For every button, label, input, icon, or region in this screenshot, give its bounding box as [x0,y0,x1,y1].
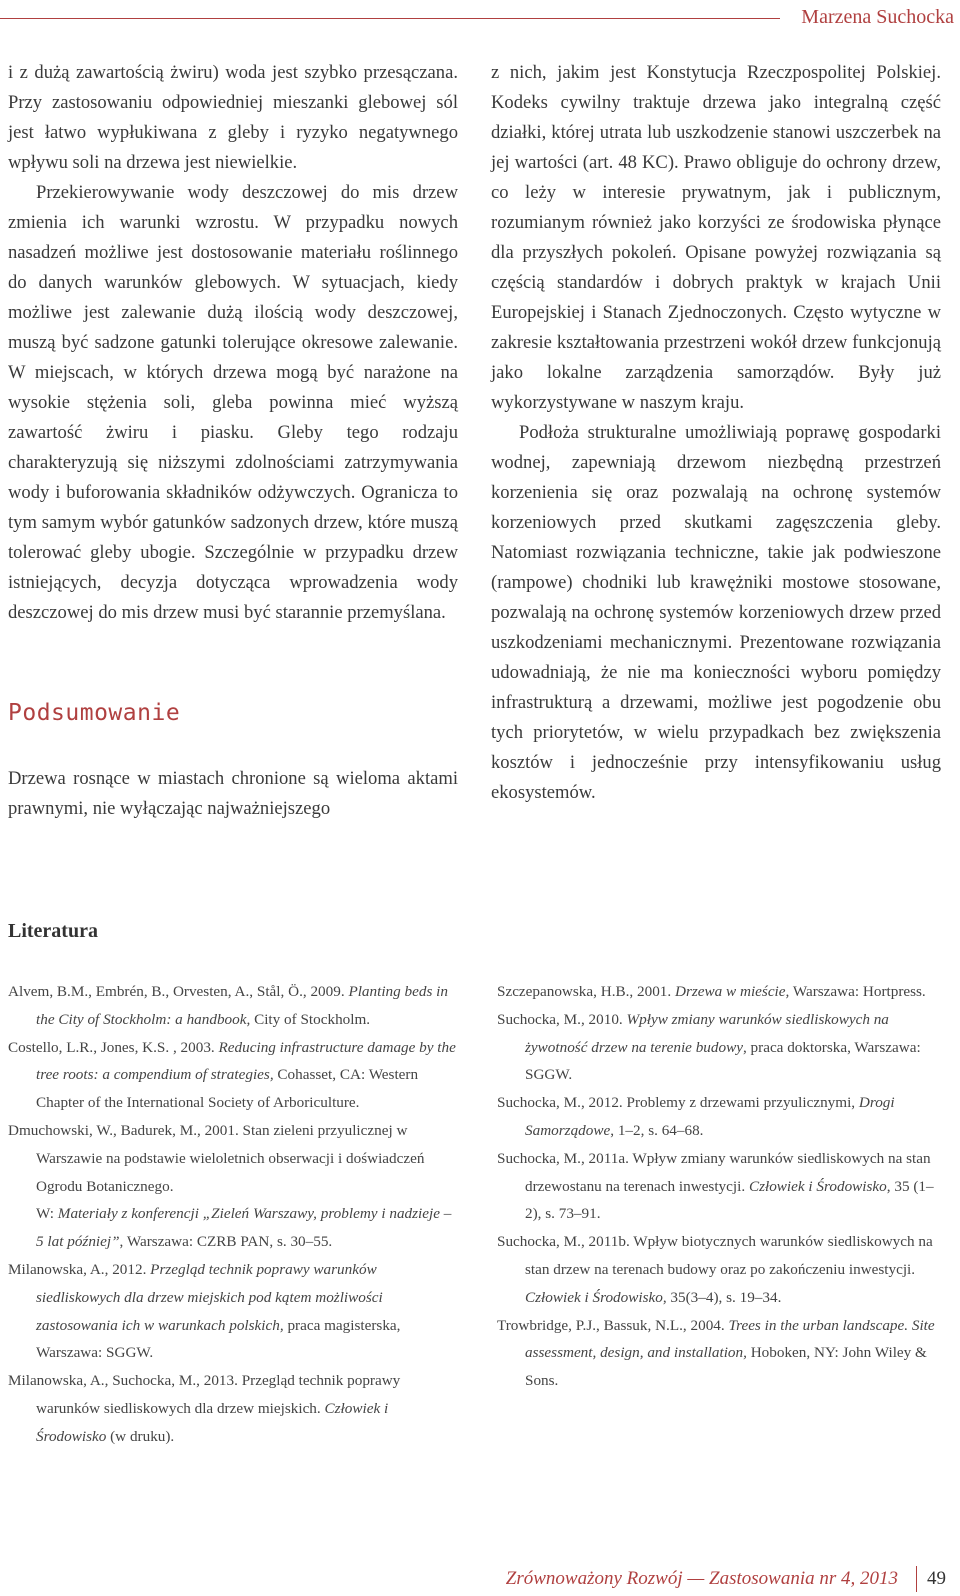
ref-text: Suchocka, M., 2011b. Wpływ biotycznych warunków siedliskowych na stan drzew na terenach budowy oraz po zakończeniu inwestycji. [497,1233,933,1278]
ref-text: City of Stockholm. [250,1010,371,1028]
header-rule [0,18,780,19]
left-column [8,58,458,824]
ref-text: Suchocka, M., 2011a. Wpływ zmiany warunków siedliskowych na stan drzewostanu na terenach inwestycji. [497,1149,931,1195]
ref-title: Przegląd technik poprawy warunków siedliskowych dla drzew miejskich pod kątem możliwości zastosowania ich w warunkach polskich, [36,1260,383,1334]
ref-title: Człowiek i Środowisko [36,1399,389,1445]
references-heading: Literatura [8,920,98,942]
ref-text: Dmuchowski, W., Badurek, M., 2001. Stan zieleni przyulicznej w Warszawie na podstawie wieloletnich obserwacji i doświadczeń Ogrodu Botanicznego. [8,1121,425,1195]
ref-title: Planting beds in the City of Stockholm: a handbook, [36,983,448,1028]
ref-title: Materiały z konferencji „Zieleń Warszawy, problemy i nadzieje – 5 lat później” [36,1205,452,1251]
ref-title: Wpływ zmiany warunków siedliskowych na żywotność drzew na terenie budowy [525,1010,889,1056]
ref-text: praca magisterska, Warszawa: SGGW. [36,1316,401,1362]
reference-entry [497,1089,947,1145]
ref-text: Milanowska, A., Suchocka, M., 2013. Przegląd technik poprawy warunków siedliskowych dla drzew miejskich. [8,1372,401,1417]
ref-text: , Warszawa: CZRB PAN, s. 30–55. [119,1233,333,1251]
ref-title: Drzewa w mieście, [675,983,790,1000]
ref-text: W: [36,1205,58,1223]
ref-title: Trees in the urban landscape. Site assessment, design, and installation, [525,1316,935,1362]
ref-text: Costello, L.R., Jones, K.S. , 2003. [8,1038,219,1056]
body-paragraph: i z dużą zawartością żwiru) woda jest szybko przesączana. Przy zastosowaniu odpowiedniej mieszanki glebowej sól jest łatwo wypłukiwana z gleby i ryzyko negatywnego wpływu soli na drzewa jest niewielkie. [8,62,458,173]
ref-text: Milanowska, A., 2012. [8,1260,151,1278]
ref-text: (w druku). [106,1427,175,1445]
ref-text: Suchocka, M., 2012. Problemy z drzewami przyulicznymi, [497,1094,859,1112]
body-paragraph: Drzewa rosnące w miastach chronione są wieloma aktami prawnymi, nie wyłączając najważniejszego [8,768,458,819]
ref-text: , 35(3–4), s. 19–34. [662,1288,782,1306]
ref-text: Cohasset, CA: Western Chapter of the International Society of Arboriculture. [36,1066,419,1112]
footer-divider [916,1566,917,1592]
reference-entry [497,1312,947,1395]
ref-title: Reducing infrastructure damage by the tree roots: a compendium of strategies, [36,1038,456,1084]
body-paragraph: Podłoża strukturalne umożliwiają poprawę gospodarki wodnej, zapewniają drzewom niezbędną przestrzeń korzenienia się oraz pozwalają na ochronę systemów korzeniowych przed skutkami zagęszczenia gleby. Natomiast rozwiązania techniczne, takie jak podwieszone (rampowe) chodniki lub krawężniki mostowe stosowane, pozwalają na ochronę systemów korzeniowych drzew przed uszkodzeniami mechanicznymi. Prezentowane rozwiązania udowadniają, że nie ma konieczności wyboru pomiędzy infrastrukturą a drzewami, możliwe jest pogodzenie obu tych priorytetów, w wielu przypadkach bez zwiększenia kosztów i jednocześnie przy intensyfikowaniu usług ekosystemów. [491,422,941,803]
body-paragraph: Przekierowywanie wody deszczowej do mis drzew zmienia ich warunki wzrostu. W przypadku nowych nasadzeń możliwe jest dostosowanie materiału roślinnego do danych warunków glebowych. W sytuacjach, kiedy możliwe jest zalewanie dużą ilością wody deszczowej, muszą być sadzone gatunki tolerujące okresowe zalewanie. W miejscach, w których drzewa mogą być narażone na wysokie stężenia soli, gleba powinna mieć wyższą zawartość żwiru i piasku. Gleby tego rodzaju charakteryzują się niższymi zdolnościami zatrzymywania wody i buforowania składników odżywczych. Ogranicza to tym samym wybór gatunków sadzonych drzew, które muszą tolerować gleby ubogie. Szczególnie w przypadku drzew istniejących, decyzja dotycząca wprowadzenia wody deszczowej do mis drzew musi być starannie przemyślana. [8,182,458,623]
reference-entry [497,1006,947,1089]
page-footer [506,1566,946,1592]
page-number: 49 [927,1568,946,1589]
reference-entry [8,1117,458,1256]
ref-text: Alvem, B.M., Embrén, B., Orvesten, A., Stål, Ö., 2009. [8,983,349,1000]
ref-text: Szczepanowska, H.B., 2001. [497,983,675,1000]
ref-text: Trowbridge, P.J., Bassuk, N.L., 2004. [497,1316,729,1334]
ref-title: Człowiek i Środowisko [748,1177,887,1195]
ref-title: Człowiek i Środowisko [525,1288,663,1306]
ref-text: Hoboken, NY: John Wiley & Sons. [525,1344,927,1390]
references-left-column [8,978,458,1451]
reference-entry [497,1228,947,1311]
ref-title: Drogi Samorządowe [525,1094,895,1139]
section-heading: Podsumowanie [8,700,181,726]
reference-entry [497,1145,947,1228]
reference-entry [497,978,947,1006]
ref-text: Suchocka, M., 2010. [497,1010,627,1028]
right-column [491,58,941,808]
ref-text: , 1–2, s. 64–68. [610,1121,704,1139]
ref-text: , 35 (1–2), s. 73–91. [525,1177,934,1223]
ref-continuation [36,1200,458,1256]
reference-entry [8,1256,458,1367]
reference-entry [8,1034,458,1117]
ref-text: , praca doktorska, Warszawa: SGGW. [525,1038,921,1084]
ref-text: Warszawa: Hortpress. [789,983,926,1000]
running-header-author: Marzena Suchocka [801,6,954,28]
references-right-column [497,978,947,1395]
body-paragraph: z nich, jakim jest Konstytucja Rzeczpospolitej Polskiej. Kodeks cywilny traktuje drzewa jako integralną część działki, której utrata lub uszkodzenie stanowi uszczerbek na jej wartości (art. 48 KC). Prawo obliguje do ochrony drzew, co leży w interesie prywatnym, jak i publicznym, rozumianym również jako korzyści ze środowiska płynące dla przyszłych pokoleń. Opisane powyżej rozwiązania są częścią standardów i dobrych praktyk w krajach Unii Europejskiej i Stanach Zjednoczonych. Często wytyczne w zakresie kształtowania przestrzeni wokół drzew funkcjonują jako lokalne zarządzenia samorządów. Były już wykorzystywane w naszym kraju. [491,62,941,413]
reference-entry [8,978,458,1034]
footer-journal-title: Zrównoważony Rozwój — Zastosowania nr 4, 2013 [505,1568,898,1589]
reference-entry [8,1367,458,1450]
